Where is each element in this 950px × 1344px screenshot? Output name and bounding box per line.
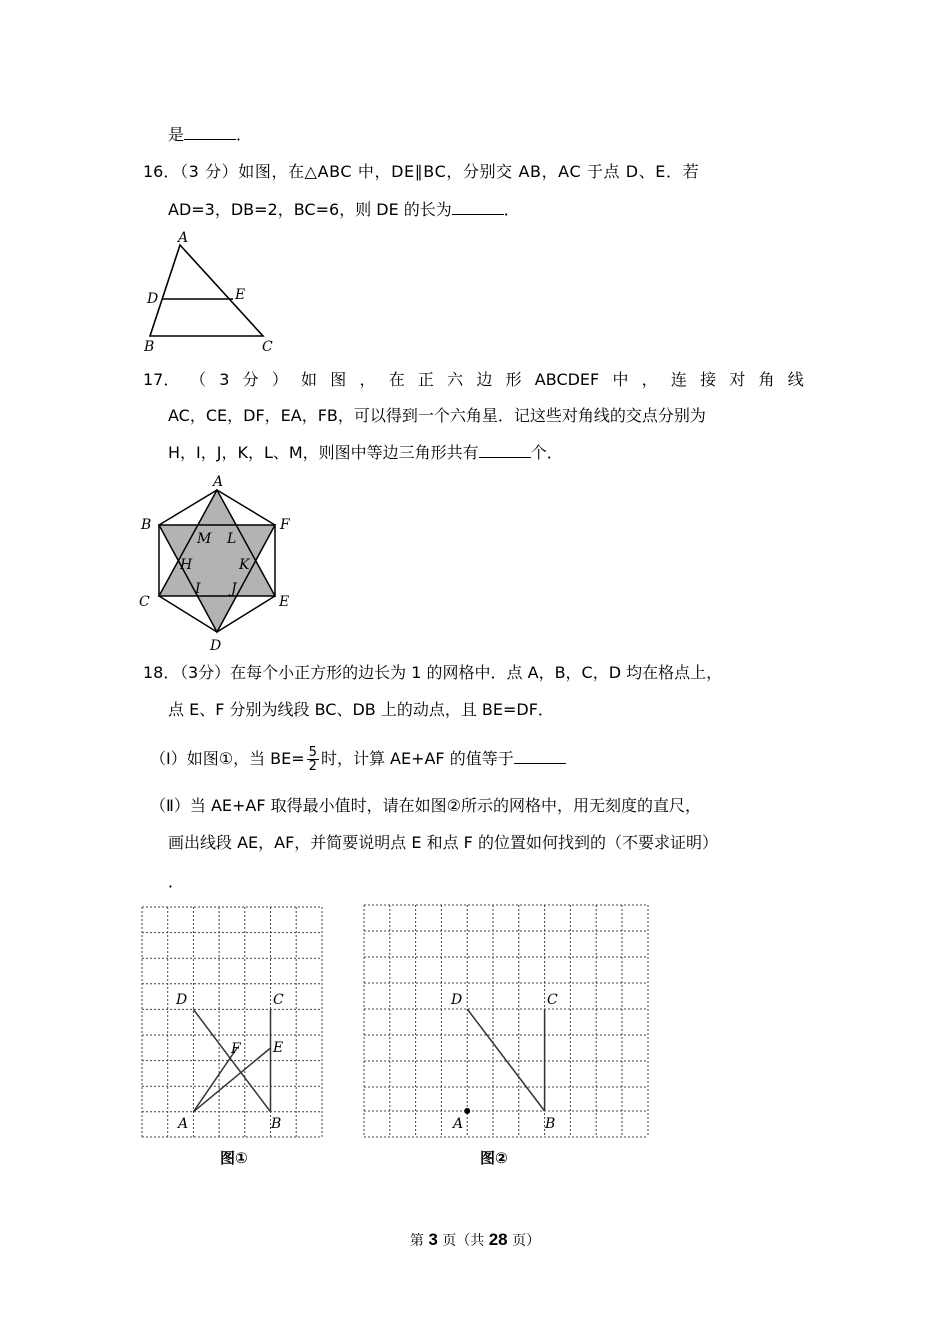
figure1-caption: 图① [220,1149,248,1167]
q17-line1 [190,370,804,390]
label-K: K [239,557,250,573]
label-D: D [451,992,463,1008]
label-B: B [545,1116,556,1132]
q17-w14: ， [641,370,658,389]
q18-number: 18． [143,663,180,682]
label-B: B [144,339,155,355]
label-D: D [210,638,222,652]
q16-line1: （3 分）如图，在△ABC 中，DE∥BC，分别交 AB，AC 于点 D、E．若 [172,162,700,181]
label-A: A [213,474,224,490]
q16-line2 [168,200,520,220]
q17-line2: AC，CE，DF，EA，FB，可以得到一个六角星．记这些对角线的交点分别为 [168,406,706,425]
fraction [307,746,319,773]
q17-w18: 角 [758,370,775,389]
label-E: E [279,594,290,610]
q17-w16: 接 [700,370,717,389]
q18-part1-post: 时，计算 AE+AF 的值等于 [320,749,514,768]
label-D: D [176,992,188,1008]
label-C: C [273,992,284,1008]
q18-figure2-grid [362,900,652,1180]
footer-post: 页） [512,1233,541,1249]
q15-end: ． [236,125,253,144]
label-E: E [273,1040,284,1056]
page-footer [0,1230,950,1250]
label-D: D [147,291,159,307]
q17-line3 [168,443,563,463]
q17-w4: 如 [301,370,318,389]
fraction-denominator: 2 [308,759,317,774]
label-C: C [139,594,150,610]
q17-line3-text: H，I，J，K，L、M，则图中等边三角形共有 [168,443,479,462]
label-C: C [262,339,273,355]
footer-mid: 页（共 [442,1233,485,1249]
q17-w17: 对 [729,370,746,389]
q16-number: 16． [143,162,180,181]
q17-w13: 中 [612,370,629,389]
label-E: E [235,287,246,303]
label-L: L [227,531,237,547]
q17-w10: 边 [476,370,493,389]
q17-w9: 六 [447,370,464,389]
q18-part2-line2: 画出线段 AE，AF，并简要说明点 E 和点 F 的位置如何找到的（不要求证明） [168,833,718,852]
answer-blank [514,749,566,764]
q15-text: 是 [168,125,185,144]
q18-part2-line1: （Ⅱ）当 AE+AF 取得最小值时，请在如图②所示的网格中，用无刻度的直尺， [150,796,702,815]
q17-w0: （ [190,370,207,389]
q17-w12: ABCDEF [534,370,600,389]
q18-line1: （3分）在每个小正方形的边长为 1 的网格中．点 A，B，C，D 均在格点上， [172,663,723,682]
q16-line2-text: AD=3，DB=2，BC=6，则 DE 的长为 [168,200,452,219]
label-B: B [271,1116,282,1132]
q16-line2-end: ． [503,200,520,219]
answer-blank [479,443,531,458]
label-F: F [280,517,290,533]
page-number: 3 [428,1230,438,1249]
answer-blank [452,200,504,215]
q17-w19: 线 [787,370,804,389]
q18-part1 [150,745,566,773]
q17-line3-end: 个． [530,443,563,462]
fraction-numerator: 5 [308,745,317,760]
label-C: C [547,992,558,1008]
label-B: B [141,517,152,533]
label-H: H [180,557,193,573]
q17-w5: 图 [330,370,347,389]
q17-w11: 形 [505,370,522,389]
q17-w2: 分 [242,370,259,389]
q18-part1-pre: （Ⅰ）如图①，当 BE= [150,749,305,768]
label-J: J [231,581,237,597]
answer-blank [184,125,236,140]
label-A: A [178,230,189,246]
label-I: I [195,581,201,597]
label-A: A [178,1116,189,1132]
figure2-caption: 图② [480,1149,508,1167]
q16-triangle-figure [138,228,288,356]
q17-hexagram-figure [135,472,305,652]
q17-w8: 正 [417,370,434,389]
total-pages: 28 [488,1230,508,1249]
q18-figure1-grid [140,900,330,1180]
q17-w7: 在 [388,370,405,389]
q17-w15: 连 [670,370,687,389]
q17-w1: 3 [219,370,230,389]
q17-number: 17． [143,370,180,389]
q15-tail [168,125,252,145]
label-F: F [231,1041,241,1057]
label-A: A [453,1116,464,1132]
q18-line2: 点 E、F 分别为线段 BC、DB 上的动点，且 BE=DF． [168,700,554,719]
q17-w3: ） [271,370,288,389]
label-M: M [197,531,212,547]
q17-w6: ， [359,370,376,389]
q18-part2-line3: ． [168,872,185,891]
footer-pre: 第 [409,1233,424,1249]
